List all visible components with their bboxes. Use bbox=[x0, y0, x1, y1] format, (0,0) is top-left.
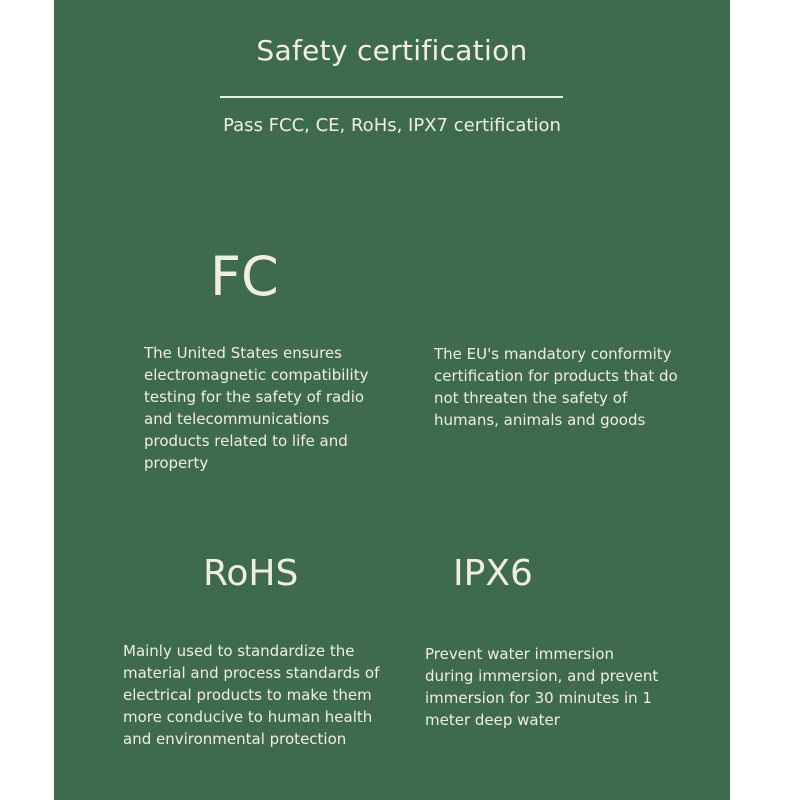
ce-description: The EU's mandatory conformity certification for products that do not threaten the safety of humans, animals and goods bbox=[434, 345, 678, 429]
certification-panel bbox=[54, 0, 730, 800]
fcc-logo-text: FC bbox=[210, 245, 279, 308]
ipx6-logo-text: IPX6 bbox=[453, 553, 533, 594]
rohs-description: Mainly used to standardize the material and process standards of electrical products to make them more conducive to human health and environmental protection bbox=[123, 642, 380, 748]
page-title: Safety certification bbox=[256, 34, 528, 67]
rohs-logo-text: RoHS bbox=[203, 553, 299, 594]
title-divider bbox=[220, 96, 563, 98]
fcc-description: The United States ensures electromagnetic compatibility testing for the safety of radio and telecommunications products related to life and property bbox=[144, 344, 369, 472]
page-subtitle: Pass FCC, CE, RoHs, IPX7 certification bbox=[223, 115, 561, 136]
ipx6-description: Prevent water immersion during immersion, and prevent immersion for 30 minutes in 1 meter deep water bbox=[425, 645, 659, 729]
